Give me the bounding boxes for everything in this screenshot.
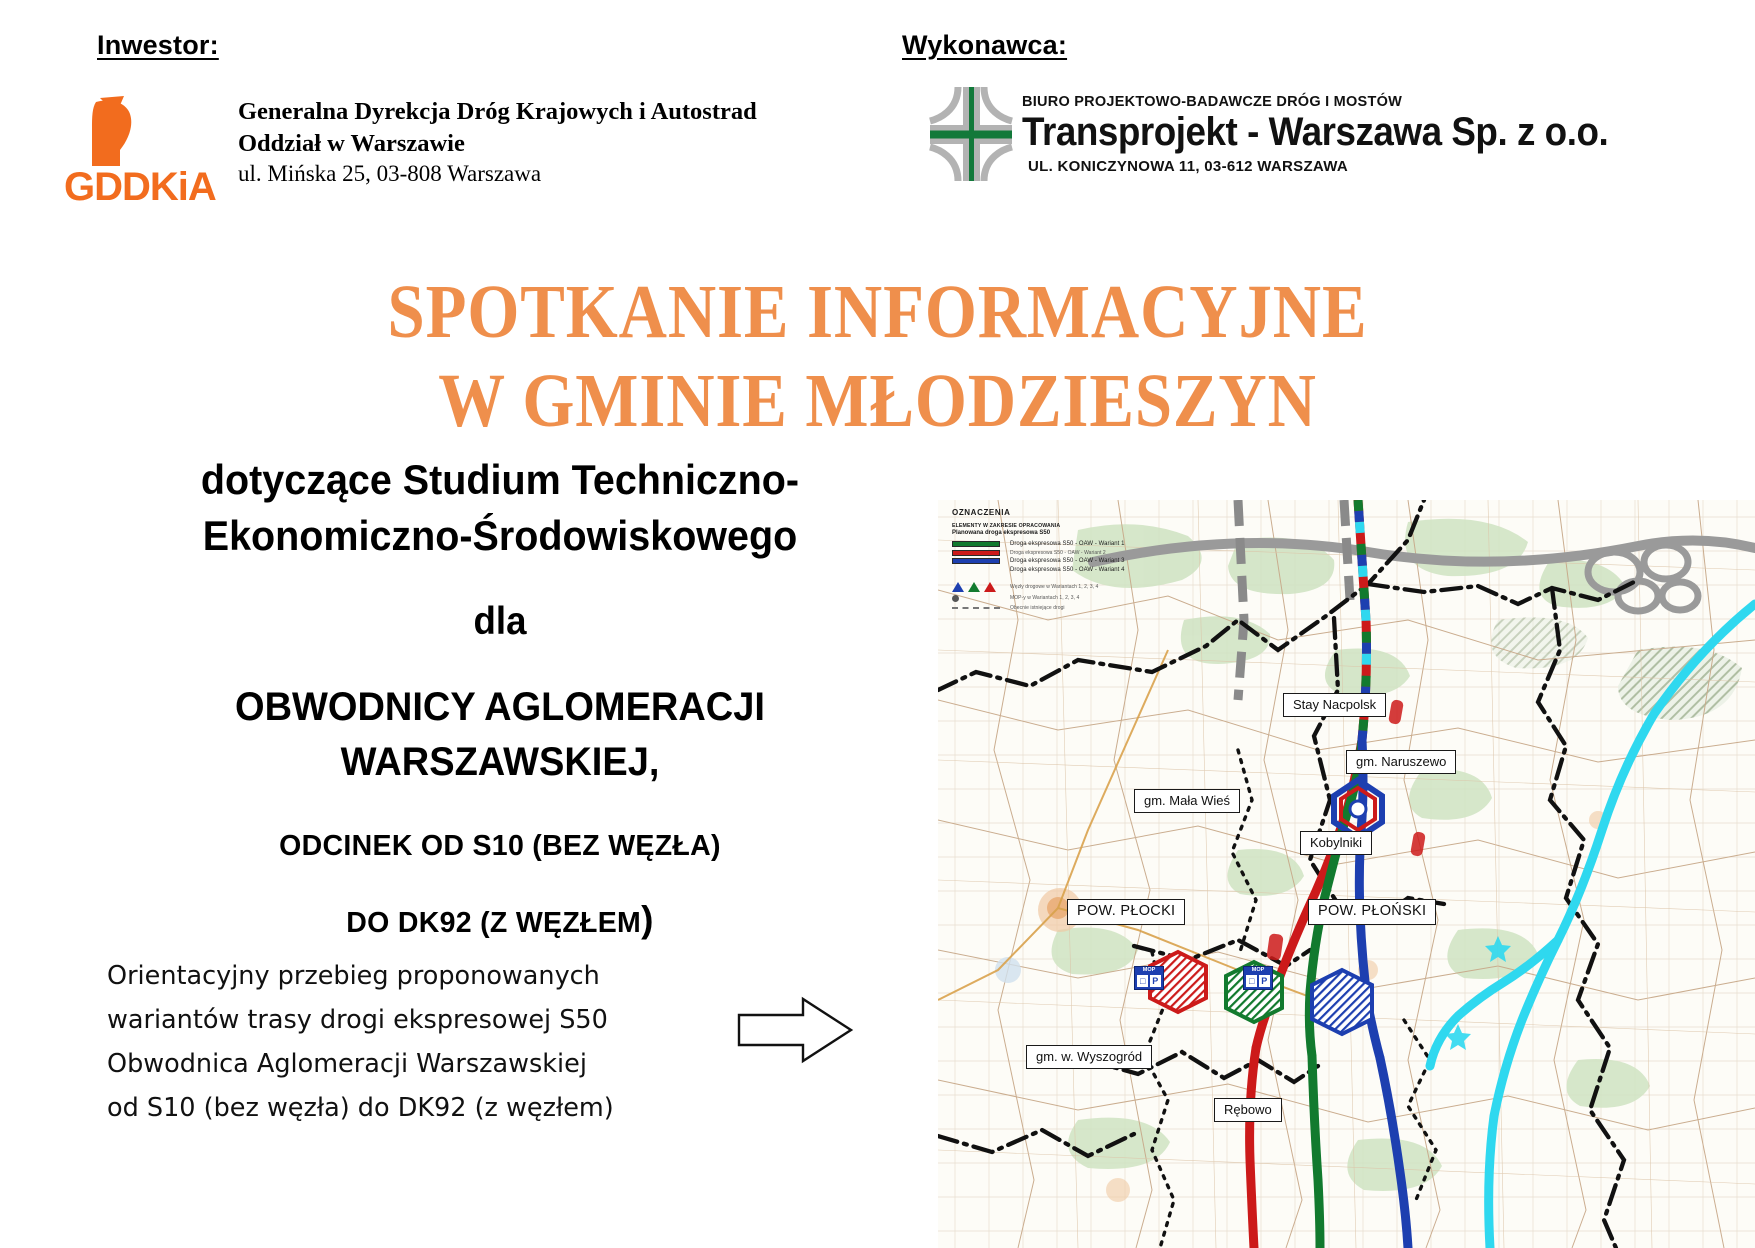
mop-symbols-icon bbox=[952, 595, 1000, 602]
mop-badge-right: P bbox=[1150, 975, 1161, 987]
legend-subtitle-2: Planowana droga ekspresowa S50 bbox=[952, 530, 1051, 536]
legend-label-mop: MOP-y w Wariantach 1, 2, 3, 4 bbox=[1010, 595, 1080, 601]
title-line-1: SPOTKANIE INFORMACYJNE bbox=[387, 270, 1368, 354]
legend-row bbox=[952, 605, 1192, 611]
header bbox=[0, 0, 1755, 230]
mop-badge bbox=[1243, 966, 1273, 990]
subtitle-line-b2: WARSZAWSKIEJ, bbox=[340, 739, 660, 784]
subtitle-line-d bbox=[95, 899, 905, 941]
subtitle-line-d-text: DO DK92 (Z WĘZŁEM bbox=[346, 907, 642, 940]
legend-label-variant-2: Droga ekspresowa S50 - OAW - Wariant 2 bbox=[1010, 549, 1106, 556]
legend-swatch-variant-3 bbox=[952, 558, 1000, 564]
contractor-label: Wykonawca: bbox=[902, 30, 1068, 60]
mop-badge bbox=[1134, 966, 1164, 990]
map-label-pow-plonski: POW. PŁOŃSKI bbox=[1308, 899, 1436, 925]
subtitle-block bbox=[95, 452, 905, 941]
subtitle-line-c: ODCINEK OD S10 (BEZ WĘZŁA) bbox=[279, 830, 721, 863]
investor-line3: ul. Mińska 25, 03-808 Warszawa bbox=[238, 161, 542, 187]
legend-subtitle-1: ELEMENTY W ZAKRESIE OPRACOWANIA bbox=[952, 523, 1061, 529]
contractor-name: Transprojekt - Warszawa Sp. z o.o. bbox=[1022, 109, 1609, 154]
investor-text bbox=[238, 88, 757, 189]
mop-badge-title: MOP bbox=[1142, 967, 1156, 973]
mop-badge-left: □ bbox=[1246, 975, 1257, 987]
legend-row bbox=[952, 541, 1192, 547]
legend-label-variant-1: Droga ekspresowa S50 - OAW - Wariant 1 bbox=[1010, 541, 1125, 547]
legend-swatch-variant-4 bbox=[952, 567, 1000, 573]
title-line-2: W GMINIE MŁODZIESZYN bbox=[438, 358, 1317, 443]
legend-label-junctions: Węzły drogowe w Wariantach 1, 2, 3, 4 bbox=[1010, 583, 1099, 590]
map-label-gm-mala-wies: gm. Mała Wieś bbox=[1134, 789, 1240, 813]
route-variants-map[interactable] bbox=[938, 500, 1755, 1248]
gddkia-logo-icon bbox=[62, 88, 220, 206]
map-label-pow-plocki: POW. PŁOCKI bbox=[1067, 899, 1185, 925]
legend-row bbox=[952, 567, 1192, 573]
page-title bbox=[0, 268, 1755, 446]
map-label-rebowo: Rębowo bbox=[1214, 1098, 1282, 1122]
subtitle-line-b1: OBWODNICY AGLOMERACJI bbox=[235, 684, 765, 729]
legend-row bbox=[952, 595, 1192, 602]
svg-text:GDDKiA: GDDKiA bbox=[64, 165, 216, 206]
map-label-gm-w-wyszogrod: gm. w. Wyszogród bbox=[1026, 1045, 1152, 1069]
subtitle-line-a1: dotyczące Studium Techniczno- bbox=[200, 456, 800, 503]
contractor-text bbox=[1022, 94, 1659, 175]
subtitle-line-a2: Ekonomiczno-Środowiskowego bbox=[202, 511, 798, 559]
map-caption-note bbox=[107, 955, 614, 1130]
existing-roads-symbol-icon bbox=[952, 607, 1000, 609]
mop-badge-left: □ bbox=[1137, 975, 1148, 987]
contractor-block bbox=[928, 85, 1659, 183]
legend-label-existing-roads: Obecnie istniejące drogi bbox=[1010, 604, 1065, 611]
map-legend-secondary bbox=[952, 582, 1192, 611]
legend-label-variant-3: Droga ekspresowa S50 - OAW - Wariant 3 bbox=[1010, 558, 1125, 564]
legend-title: OZNACZENIA bbox=[952, 508, 1011, 517]
map-label-kobylniki: Kobylniki bbox=[1300, 831, 1372, 855]
map-label-gm-naruszewo: gm. Naruszewo bbox=[1346, 750, 1456, 774]
legend-row bbox=[952, 558, 1192, 564]
note-line-4: od S10 (bez węzła) do DK92 (z węzłem) bbox=[107, 1092, 614, 1123]
investor-line1: Generalna Dyrekcja Dróg Krajowych i Autostrad bbox=[238, 98, 757, 125]
mop-badge-right: P bbox=[1259, 975, 1270, 987]
contractor-tagline: BIURO PROJEKTOWO-BADAWCZE DRÓG I MOSTÓW bbox=[1022, 93, 1403, 110]
note-line-3: Obwodnica Aglomeracji Warszawskiej bbox=[107, 1048, 587, 1079]
legend-swatch-variant-1 bbox=[952, 541, 1000, 547]
legend-swatch-variant-2 bbox=[952, 550, 1000, 556]
investor-line2: Oddział w Warszawie bbox=[238, 129, 465, 157]
map-label-stary-nacpolsk: Stay Nacpolsk bbox=[1283, 693, 1386, 717]
note-line-1: Orientacyjny przebieg proponowanych bbox=[107, 961, 600, 991]
legend-label-variant-4: Droga ekspresowa S50 - OAW - Wariant 4 bbox=[1010, 566, 1125, 573]
legend-row bbox=[952, 582, 1192, 592]
transprojekt-interchange-icon bbox=[928, 85, 1014, 183]
map-legend bbox=[952, 508, 1192, 614]
right-arrow-icon bbox=[735, 995, 855, 1065]
legend-row bbox=[952, 550, 1192, 556]
contractor-address: UL. KONICZYNOWA 11, 03-612 WARSZAWA bbox=[1028, 157, 1348, 175]
investor-block bbox=[62, 88, 757, 206]
investor-label: Inwestor: bbox=[97, 30, 219, 60]
note-line-2: wariantów trasy drogi ekspresowej S50 bbox=[107, 1004, 608, 1035]
mop-badge-title: MOP bbox=[1251, 967, 1265, 973]
junction-symbols-icon bbox=[952, 582, 1000, 592]
subtitle-line-d-paren: ) bbox=[641, 899, 654, 941]
subtitle-dla: dla bbox=[473, 599, 527, 643]
